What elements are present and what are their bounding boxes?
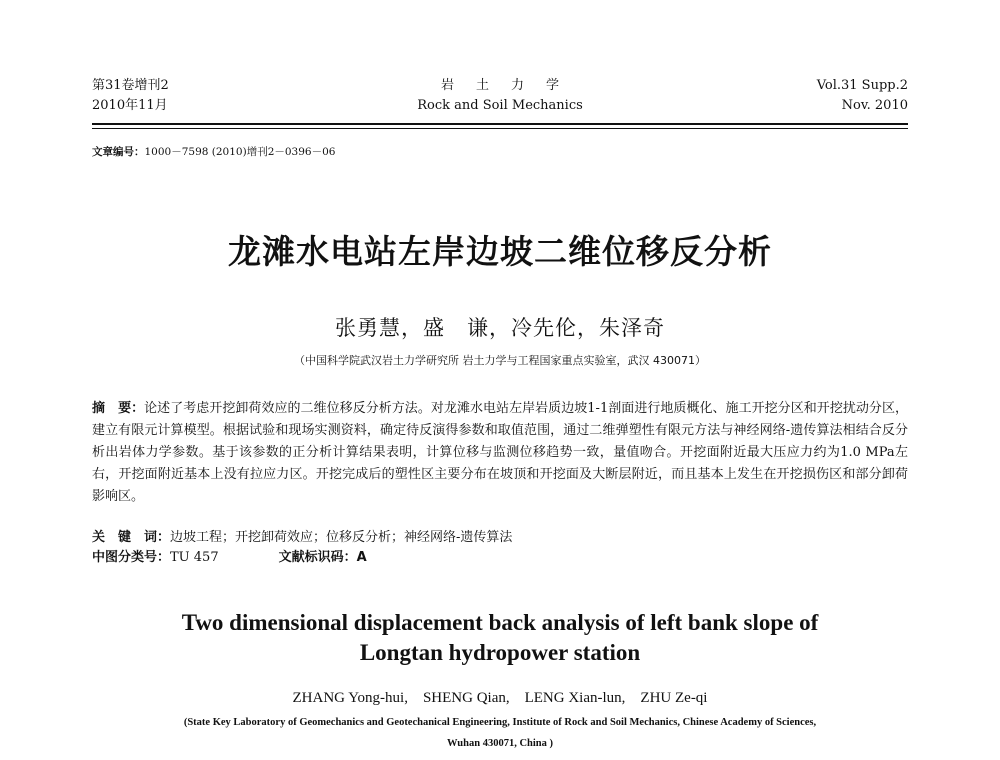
document-code-label: 文献标识码：	[278, 550, 357, 565]
authors-en: ZHANG Yong-hui, SHENG Qian, LENG Xian-lun, ZHU Ze-qi	[292, 690, 708, 706]
journal-name-cn: 岩土力学	[440, 78, 581, 93]
paper-title-en	[120, 608, 880, 668]
document-code-value: A	[356, 550, 367, 565]
keywords-cn	[92, 528, 908, 548]
affiliation-cn: （中国科学院武汉岩土力学研究所 岩土力学与工程国家重点实验室，武汉 430071）	[294, 354, 706, 367]
affiliation-en	[110, 712, 890, 754]
article-number-value: 1000－7598 (2010)增刊2－0396－06	[144, 146, 336, 158]
abstract-label: 摘 要：	[92, 401, 145, 416]
article-number	[92, 144, 335, 160]
paper-title-en-line2: Longtan hydropower station	[359, 640, 641, 665]
clc-value: TU 457	[170, 550, 219, 565]
paper-title-cn: 龙滩水电站左岸边坡二维位移反分析	[228, 232, 772, 271]
keywords-label: 关 键 词：	[92, 530, 171, 545]
clc-label: 中图分类号：	[92, 550, 171, 565]
header-rule-thick	[92, 123, 908, 125]
paper-title-en-line1: Two dimensional displacement back analysis of left bank slope of	[181, 610, 819, 635]
classification-line	[92, 548, 367, 568]
running-header	[92, 76, 908, 120]
header-rule-thin	[92, 128, 908, 129]
journal-volume-info-en	[817, 76, 908, 116]
journal-name	[92, 76, 908, 116]
publication-date-en: Nov. 2010	[841, 98, 908, 113]
journal-name-en: Rock and Soil Mechanics	[417, 98, 583, 113]
volume-issue: 第31卷增刊2	[92, 78, 169, 93]
article-number-label: 文章编号：	[92, 146, 145, 158]
affiliation-en-line1: (State Key Laboratory of Geomechanics and Geotechanical Engineering, Institute of Rock and Soil Mechanics, Chinese Academy of Sciences,	[183, 717, 817, 728]
authors-cn: 张勇慧，盛 谦，冷先伦，朱泽奇	[335, 316, 665, 340]
affiliation-en-line2: Wuhan 430071, China )	[446, 738, 553, 749]
abstract-text: 论述了考虑开挖卸荷效应的二维位移反分析方法。对龙滩水电站左岸岩质边坡1-1剖面进行地质概化、施工开挖分区和开挖扰动分区，建立有限元计算模型。根据试验和现场实测资料，确定待反演得参数和取值范围，通过二维弹塑性有限元方法与神经网络-遗传算法相结合反分析出岩体力学参数。基于该参数的正分析计算结果表明，计算位移与监测位移趋势一致，量值吻合。开挖面附近最大压应力约为1.0 MPa左右，开挖面附近基本上没有拉应力区。开挖完成后的塑性区主要分布在坡顶和开挖面及大断层附近，而且基本上发生在开挖损伤区和部分卸荷影响区。	[92, 401, 908, 504]
keywords-text: 边坡工程；开挖卸荷效应；位移反分析；神经网络-遗传算法	[170, 530, 513, 545]
publication-date-cn: 2010年11月	[92, 98, 168, 113]
abstract-cn	[92, 398, 908, 508]
volume-issue-en: Vol.31 Supp.2	[816, 78, 908, 93]
